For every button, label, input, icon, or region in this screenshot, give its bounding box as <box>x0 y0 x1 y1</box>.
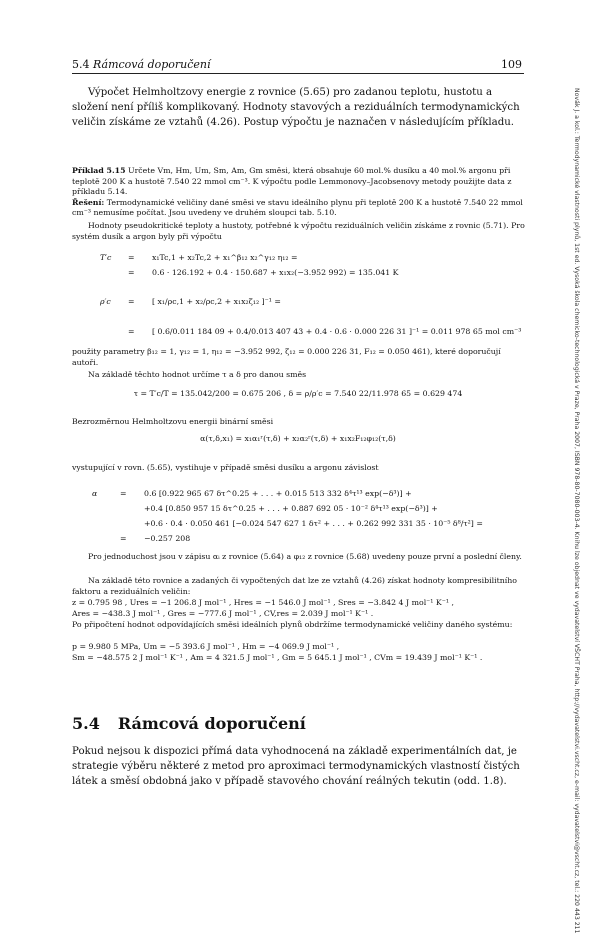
eq-tc-line1: x₁Tc,1 + x₂Tc,2 + x₁^β₁₂ x₂^γ₁₂ η₁₂ = <box>152 253 298 262</box>
example-text: Určete Vm, Hm, Um, Sm, Am, Gm směsi, která obsahuje 60 mol.% dusíku a 40 mol.% argonu při teplotě 200 K a hustotě 7.540 22 mmol cm⁻³. K výpočtu podle Lemmonovy–Jacobsenovy metody použijte data z příkladu 5.14. <box>72 166 512 197</box>
rovn-text: vystupující v rovn. (5.65), vystihuje v případě směsi dusíku a argonu závislost <box>72 463 379 472</box>
params-text: použity parametry β₁₂ = 1, γ₁₂ = 1, η₁₂ = −3.952 992, ζ₁₂ = 0.000 226 31, F₁₂ = 0.050 461), které doporučují autoři. <box>72 347 501 367</box>
header-rule <box>72 73 524 74</box>
eq-tc-line2: 0.6 · 126.192 + 0.4 · 150.687 + x₁x₂(−3.952 992) = 135.041 K <box>152 268 399 277</box>
section-title: Rámcová doporučení <box>117 714 306 733</box>
eq-alpha-line1: 0.6 [0.922 965 67 δτ^0.25 + . . . + 0.015 513 332 δ⁴τ¹³ exp(−δ³)] + <box>144 489 412 498</box>
eq-alpha-line2: +0.4 [0.850 957 15 δτ^0.25 + . . . + 0.887 692 05 · 10⁻² δ⁴τ¹³ exp(−δ³)] + <box>144 504 438 513</box>
eq-rhoc-line1: [ x₁/ρc,1 + x₂/ρc,2 + x₁x₂ζ₁₂ ]⁻¹ = <box>152 297 281 306</box>
section-heading <box>72 714 306 733</box>
running-header <box>72 58 522 74</box>
helm-text: Bezrozměrnou Helmholtzovu energii binární směsi <box>72 417 274 426</box>
intro-paragraph: Výpočet Helmholtzovy energie z rovnice (5.65) pro zadanou teplotu, hustotu a složení není příliš komplikovaný. Hodnoty stavových a reziduálních termodynamických veličin získáme ze vztahů (4.26). Postup výpočtu je naznačen v následujícím příkladu. <box>72 87 520 128</box>
eq-rhoc-line2: [ 0.6/0.011 184 09 + 0.4/0.013 407 43 + 0.4 · 0.6 · 0.000 226 31 ]⁻¹ = 0.011 978 65 mol cm⁻³ <box>152 327 522 336</box>
sys-line-1: p = 9.980 5 MPa, Um = −5 393.6 J mol⁻¹ , Hm = −4 069.9 J mol⁻¹ , <box>72 642 340 651</box>
side-note-text: Novák J. a kol.: Termodynamické vlastnosti plynů, 1st ed. Vysoká škola chemicko-technologická v Praze, Praha 2007, ISBN 978-80-7080-003-4. Knihu lze objednat ve vydavatelství VŠCHT Praha, http://vydavatelstvi.vscht.cz, e-mail: vydavatelstvi@vscht.cz, tel.: 220 443 211 <box>573 88 580 934</box>
pseudo-text: Hodnoty pseudokritické teploty a hustoty, potřebné k výpočtu reziduálních veličin získáme z rovnic (5.71). Pro systém dusík a argon byly při výpočtu <box>72 221 525 241</box>
tau-text: Na základě těchto hodnot určíme τ a δ pro danou směs <box>88 370 307 379</box>
eq-alpha-lhs: α <box>92 489 98 498</box>
eq-alpha-line4: −0.257 208 <box>144 534 191 543</box>
section-number: 5.4 <box>72 714 100 733</box>
eq-tc-lhs: T′c <box>100 253 112 262</box>
closing-paragraph: Pokud nejsou k dispozici přímá data vyhodnocená na základě experimentálních dat, je strategie výběru některé z metod pro aproximaci termodynamických vlastností čistých látek a směsí obdobná jako v případě stavového chování reálných tekutin (odd. 1.8). <box>72 746 520 787</box>
header-section-title: Rámcová doporučení <box>93 58 211 71</box>
ideal-text: Po připočtení hodnot odpovídajících směsi ideálních plynů obdržíme termodynamické veličiny daného systému: <box>72 620 513 629</box>
helm-equation: α(τ,δ,x₁) = x₁α₁ʳ(τ,δ) + x₂α₂ʳ(τ,δ) + x₁x₂F₁₂φ₁₂(τ,δ) <box>200 434 396 443</box>
proc-text: Pro jednoduchost jsou v zápisu αᵢ z rovnice (5.64) a φ₁₂ z rovnice (5.68) uvedeny pouze první a poslední členy. <box>88 552 522 561</box>
res-line-2: Ares = −438.3 J mol⁻¹ , Gres = −777.6 J mol⁻¹ , CV,res = 2.039 J mol⁻¹ K⁻¹ . <box>72 609 374 618</box>
final-text: Na základě této rovnice a zadaných či vypočtených dat lze ze vztahů (4.26) získat hodnoty kompresibilitního faktoru a reziduálních veličin: <box>72 576 517 596</box>
res-line-1: z = 0.795 98 , Ures = −1 206.8 J mol⁻¹ , Hres = −1 546.0 J mol⁻¹ , Sres = −3.842 4 J mol⁻¹ K⁻¹ , <box>72 598 454 607</box>
page-number: 109 <box>501 58 522 71</box>
tau-equation: τ = T′c/T = 135.042/200 = 0.675 206 , δ = ρ/ρ′c = 7.540 22/11.978 65 = 0.629 474 <box>133 389 463 398</box>
sys-line-2: Sm = −48.575 2 J mol⁻¹ K⁻¹ , Am = 4 321.5 J mol⁻¹ , Gm = 5 645.1 J mol⁻¹ , CVm = 19.439 J mol⁻¹ K⁻¹ . <box>72 653 483 662</box>
side-note <box>566 88 580 934</box>
eq-rhoc-lhs: ρ′c <box>100 297 111 306</box>
header-section-number: 5.4 <box>72 58 90 71</box>
eq-alpha-line3: +0.6 · 0.4 · 0.050 461 [−0.024 547 627 1 δτ² + . . . + 0.262 992 331 35 · 10⁻⁵ δ⁸/τ²] = <box>144 519 483 528</box>
solution-text: Termodynamické veličiny dané směsi ve stavu ideálního plynu při teplotě 200 K a hustotě 7.540 22 mmol cm⁻³ nemusíme počítat. Jsou uvedeny ve druhém sloupci tab. 5.10. <box>72 197 523 218</box>
solution-label: Řešení: <box>72 197 105 207</box>
example-label: Příklad 5.15 <box>72 166 126 175</box>
example-block <box>72 166 527 219</box>
